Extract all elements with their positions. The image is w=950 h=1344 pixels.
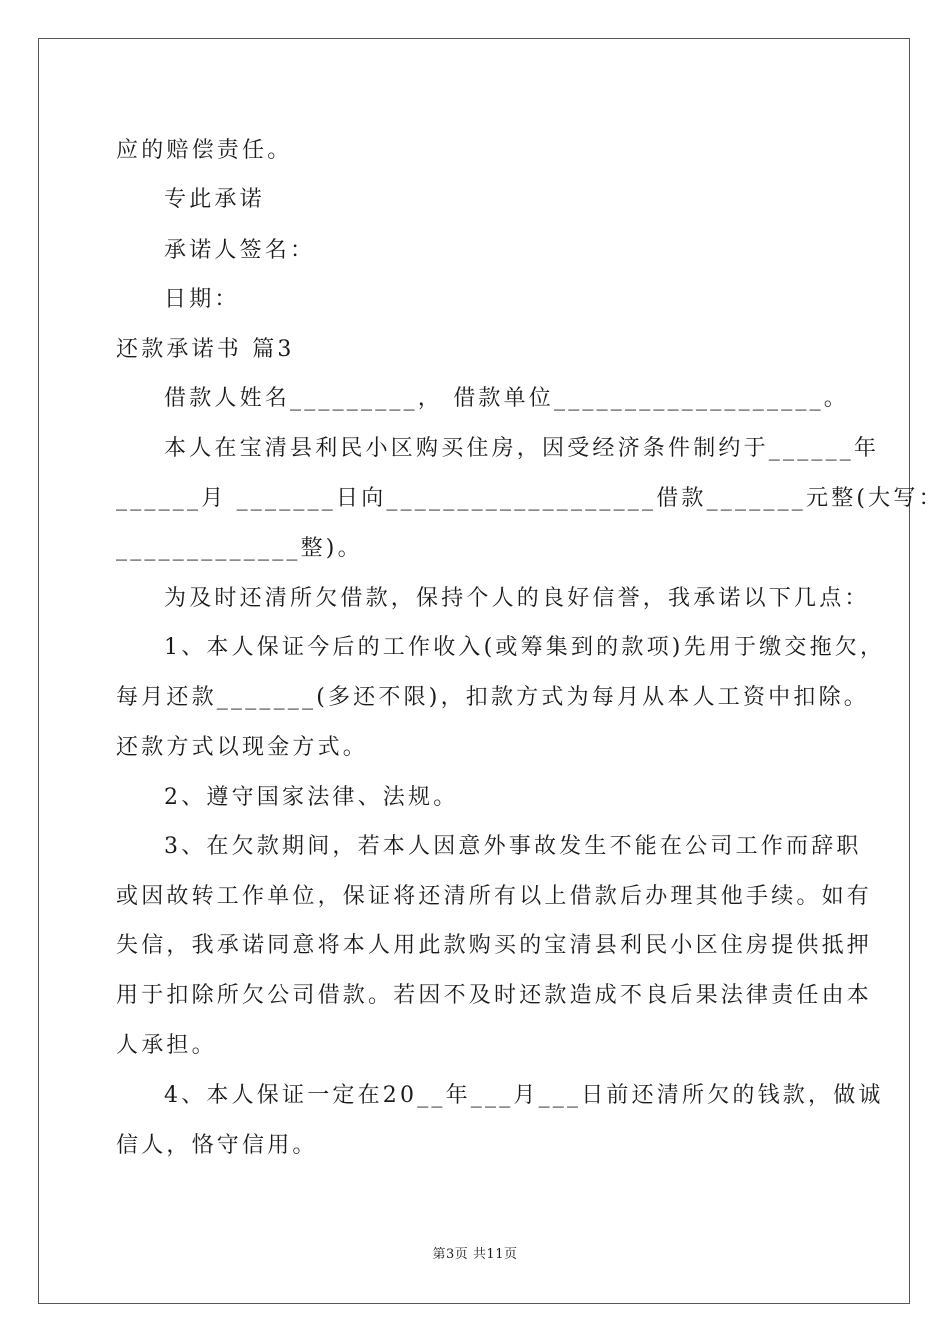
- text-line: 为及时还清所欠借款，保持个人的良好信誉，我承诺以下几点：: [164, 586, 870, 611]
- section-heading: 还款承诺书 篇3: [116, 337, 295, 362]
- text-line: 3、在欠款期间，若本人因意外事故发生不能在公司工作而辞职: [164, 834, 862, 859]
- text-line: 失信，我承诺同意将本人用此款购买的宝清县利民小区住房提供抵押: [116, 933, 873, 958]
- text-line: 借款人姓名_________， 借款单位___________________。: [164, 386, 849, 411]
- page-border: [38, 38, 910, 1304]
- text-line: 专此承诺: [164, 187, 265, 212]
- text-line: 应的赔偿责任。: [116, 138, 293, 163]
- text-line: 每月还款_______(多还不限)，扣款方式为每月从本人工资中扣除。: [116, 685, 869, 710]
- text-line: 用于扣除所欠公司借款。若因不及时还款造成不良后果法律责任由本: [116, 983, 873, 1008]
- text-line: 还款方式以现金方式。: [116, 735, 369, 760]
- text-line: 承诺人签名：: [164, 238, 316, 263]
- text-line: 信人，恪守信用。: [116, 1133, 318, 1158]
- text-line: 2、遵守国家法律、法规。: [164, 785, 459, 810]
- text-line: 1、本人保证今后的工作收入(或筹集到的款项)先用于缴交拖欠，: [164, 635, 886, 660]
- page-number-footer: 第3页 共11页: [432, 1247, 518, 1262]
- text-line: 人承担。: [116, 1033, 217, 1058]
- text-line: 4、本人保证一定在20__年___月___日前还清所欠的钱款，做诚: [164, 1083, 884, 1108]
- text-line: 或因故转工作单位，保证将还清所有以上借款后办理其他手续。如有: [116, 884, 873, 909]
- text-line: 日期：: [164, 287, 240, 312]
- text-line: _____________整)。: [116, 536, 363, 561]
- text-line: ______月 _______日向___________________借款_______元整(大写：: [116, 486, 944, 511]
- text-line: 本人在宝清县利民小区购买住房，因受经济条件制约于______年: [164, 436, 880, 461]
